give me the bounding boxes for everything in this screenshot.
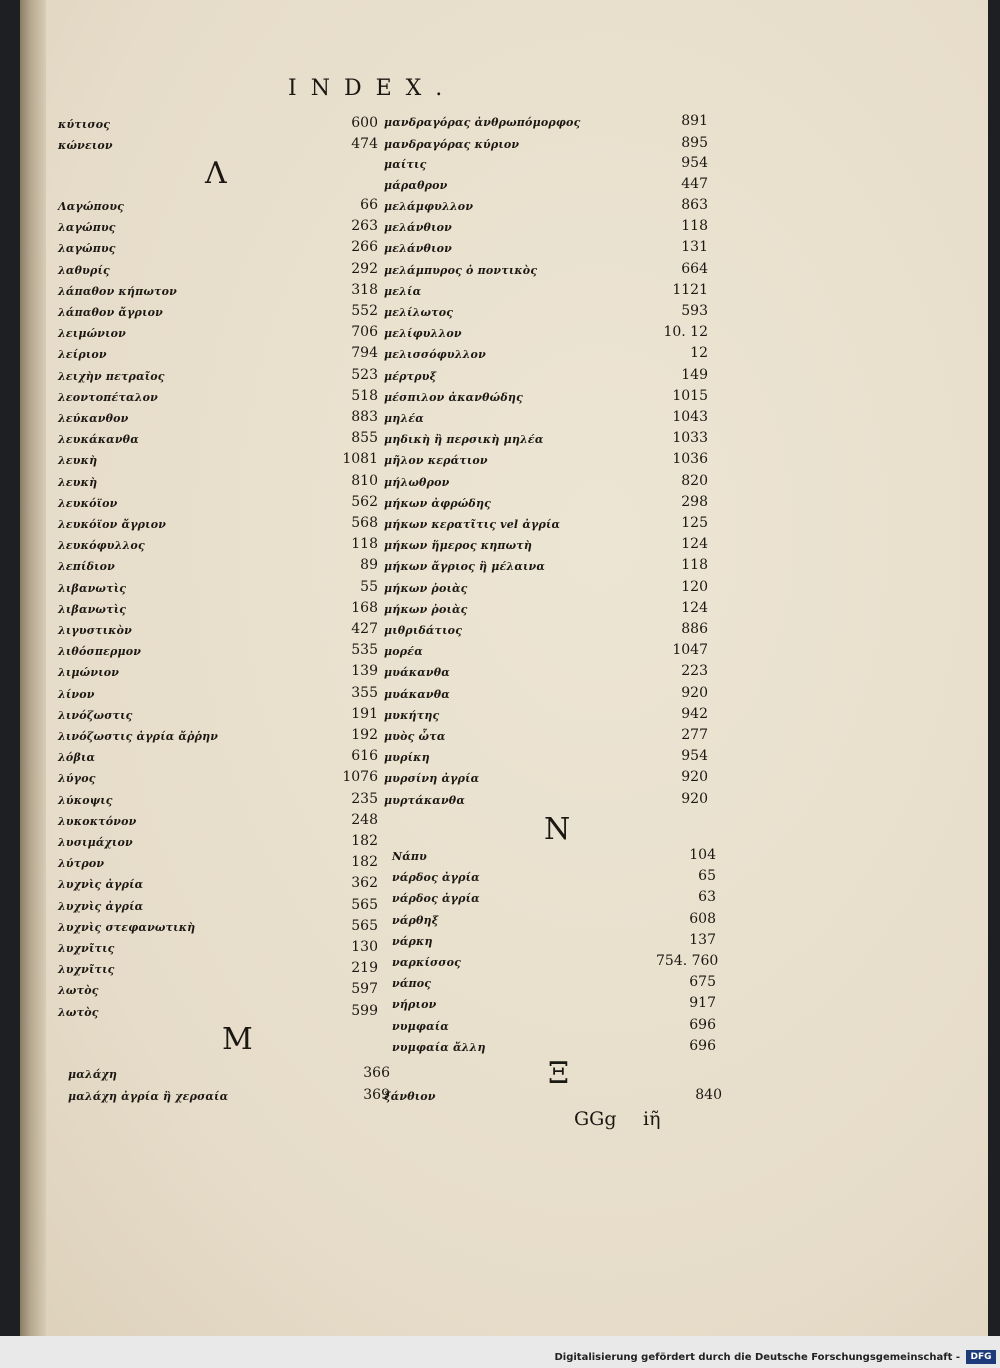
index-page-number: 565 <box>351 896 378 913</box>
index-term: μάραθρον <box>384 179 448 192</box>
index-page-number: 518 <box>351 387 378 404</box>
index-term: μῆλον κεράτιον <box>384 454 488 468</box>
book-spine <box>20 0 46 1336</box>
footer-text: Digitalisierung gefördert durch die Deutsche Forschungsgemeinschaft - <box>554 1352 960 1363</box>
index-page-number: 66 <box>360 197 378 213</box>
folio-mark: iῆ <box>643 1108 661 1130</box>
index-term: λευκὴ <box>58 475 98 489</box>
index-term: λυκοκτόνον <box>58 814 137 828</box>
index-term: ναρκίσσος <box>392 956 462 969</box>
index-page-number: 794 <box>351 345 378 362</box>
index-term: μελάνθιον <box>384 221 452 235</box>
index-term: λευκάκανθα <box>58 433 139 447</box>
index-term: μελάμπυρος ὁ ποντικὸς <box>384 263 538 277</box>
index-page-number: 125 <box>681 515 708 531</box>
index-page-number: 362 <box>351 875 378 892</box>
index-page-number: 535 <box>351 642 378 659</box>
index-page-number: 954 <box>681 155 708 171</box>
index-term: λωτὸς <box>58 1005 99 1019</box>
index-page-number: 920 <box>681 790 708 807</box>
index-term: νυμφαία ἄλλη <box>392 1040 486 1054</box>
index-page-number: 298 <box>681 493 708 510</box>
index-page-number: 12 <box>690 345 708 362</box>
index-term: λινόζωστις <box>58 708 133 722</box>
index-term: λάπαθον κήπωτον <box>58 284 177 298</box>
index-term: λιθόσπερμον <box>58 645 142 659</box>
index-page-number: 366 <box>363 1065 390 1081</box>
index-page-number: 219 <box>351 960 378 977</box>
index-page-number: 920 <box>681 684 708 701</box>
index-term: μυρτάκανθα <box>384 793 466 807</box>
signature-mark: GGg <box>574 1108 617 1130</box>
index-page-number: 600 <box>351 115 378 131</box>
index-term: νάρθηξ <box>392 913 439 927</box>
index-term: λειχὴν πετραῖος <box>58 369 165 383</box>
index-term: λυχνὶς ἀγρία <box>58 899 144 913</box>
index-page-number: 664 <box>681 260 708 277</box>
index-term: λωτὸς <box>58 984 99 998</box>
index-term: λευκὴ <box>58 454 98 468</box>
index-page-number: 1033 <box>672 430 708 447</box>
index-term: μήλωθρον <box>384 475 450 489</box>
index-page-number: 1036 <box>672 451 708 468</box>
index-page-number: 608 <box>689 910 716 927</box>
index-page-number: 235 <box>351 790 378 807</box>
index-term: λαγώπυς <box>58 221 116 235</box>
index-term: λιγυστικὸν <box>58 624 132 637</box>
index-term: λυχνῖτις <box>58 963 115 977</box>
index-term: μήκων κερατῖτις vel ἀγρία <box>384 518 561 531</box>
index-page-number: 696 <box>689 1037 716 1054</box>
index-page-number: 427 <box>351 621 378 637</box>
index-term: μηλέα <box>384 412 424 425</box>
index-term: μήκων ἀφρώδης <box>384 496 492 510</box>
index-term: μελισσόφυλλον <box>384 348 486 362</box>
index-page-number: 565 <box>351 917 378 934</box>
index-page-number: 840 <box>695 1087 722 1103</box>
index-page-number: 263 <box>351 218 378 235</box>
index-page-number: 1043 <box>672 409 708 425</box>
index-page-number: 120 <box>681 578 708 595</box>
index-page-number: 149 <box>681 366 708 383</box>
index-term: νήριον <box>392 998 437 1012</box>
index-page-number: 63 <box>698 889 716 906</box>
index-term: μανδραγόρας ἀνθρωπόμορφος <box>384 116 581 129</box>
index-page-number: 137 <box>689 931 716 948</box>
index-page-number: 1047 <box>672 642 708 659</box>
index-page-number: 139 <box>351 663 378 680</box>
index-term: λεοντοπέταλον <box>58 390 158 404</box>
index-page-number: 810 <box>351 472 378 489</box>
index-page-number: 182 <box>351 854 378 871</box>
index-term: μυάκανθα <box>384 687 450 701</box>
index-term: λευκόφυλλος <box>58 539 145 553</box>
index-page-number: 616 <box>351 748 378 765</box>
index-term: λυσιμάχιον <box>58 836 133 849</box>
index-page-number: 118 <box>681 218 708 235</box>
index-term: μηδικὴ ἢ περσικὴ μηλέα <box>384 433 544 447</box>
index-page-number: 65 <box>698 868 716 885</box>
index-page-number: 266 <box>351 239 378 256</box>
index-term: μελάμφυλλον <box>384 200 474 213</box>
section-letter-lambda: Λ <box>205 156 227 191</box>
index-page-number: 118 <box>681 557 708 574</box>
index-term: μήκων ἥμερος κηπωτὴ <box>384 539 533 553</box>
index-page-number: 562 <box>351 493 378 510</box>
index-term: κώνειον <box>58 139 113 152</box>
page-title: INDEX. <box>288 76 457 101</box>
index-term: μήκων ῥοιὰς <box>384 581 468 595</box>
index-term: μιθριδάτιος <box>384 624 463 637</box>
index-page-number: 355 <box>351 684 378 701</box>
index-page-number: 1081 <box>342 451 378 468</box>
index-page-number: 855 <box>351 430 378 447</box>
index-term: λύκοψις <box>58 793 113 807</box>
index-page-number: 130 <box>351 939 378 955</box>
index-term: μυάκανθα <box>384 666 450 680</box>
index-term: μυὸς ὦτα <box>384 730 446 743</box>
index-term: ξάνθιον <box>384 1090 436 1103</box>
index-page-number: 863 <box>681 197 708 213</box>
index-term: λεπίδιον <box>58 560 116 574</box>
index-term: λιβανωτὶς <box>58 581 127 595</box>
index-term: λύτρον <box>58 857 105 871</box>
index-page-number: 568 <box>351 515 378 531</box>
index-term: λειμώνιον <box>58 327 126 341</box>
index-term: μαίτις <box>384 158 427 171</box>
index-term: λυχνῖτις <box>58 942 115 955</box>
section-letter-xi: Ξ <box>548 1056 570 1091</box>
index-page-number: 182 <box>351 833 378 849</box>
index-page-number: 89 <box>360 557 378 574</box>
index-term: μελίλωτος <box>384 306 454 319</box>
index-page-number: 318 <box>351 281 378 298</box>
index-term: νάπος <box>392 977 432 991</box>
index-page-number: 895 <box>681 135 708 151</box>
index-term: λεύκανθον <box>58 412 129 425</box>
section-letter-nu: N <box>544 812 571 847</box>
index-term: νάρκη <box>392 934 433 948</box>
index-term: μανδραγόρας κύριον <box>384 138 520 151</box>
index-term: μελία <box>384 284 422 298</box>
index-page-number: 1121 <box>672 281 708 298</box>
index-term: λευκόϊον ἄγριον <box>58 518 167 531</box>
index-page-number: 942 <box>681 705 708 722</box>
index-page-number: 191 <box>351 705 378 722</box>
index-term: λαγώπυς <box>58 242 116 256</box>
book-page <box>20 0 988 1336</box>
index-page-number: 820 <box>681 472 708 489</box>
index-page-number: 124 <box>681 536 708 553</box>
index-page-number: 369 <box>363 1086 390 1103</box>
index-term: μελάνθιον <box>384 242 452 256</box>
section-letter-mu: M <box>222 1022 253 1057</box>
index-page-number: 10. 12 <box>663 324 708 341</box>
index-term: μορέα <box>384 645 423 659</box>
index-term: λύγος <box>58 772 96 786</box>
index-page-number: 917 <box>689 995 716 1012</box>
index-term: μέρτρυξ <box>384 369 437 383</box>
index-page-number: 523 <box>351 366 378 383</box>
index-page-number: 131 <box>681 239 708 256</box>
index-page-number: 474 <box>351 136 378 152</box>
index-term: Λαγώπους <box>58 200 125 213</box>
index-page-number: 954 <box>681 748 708 765</box>
dfg-logo: DFG <box>966 1350 996 1364</box>
index-term: μελίφυλλον <box>384 327 462 341</box>
index-page-number: 593 <box>681 303 708 319</box>
index-term: λίνον <box>58 687 95 701</box>
index-term: λάπαθον ἄγριον <box>58 306 163 319</box>
index-term: μυκήτης <box>384 708 440 722</box>
index-term: λιμώνιον <box>58 666 120 680</box>
index-page-number: 552 <box>351 303 378 319</box>
index-page-number: 124 <box>681 599 708 616</box>
index-term: μαλάχη <box>68 1068 118 1081</box>
index-term: μήκων ῥοιὰς <box>384 602 468 616</box>
index-page-number: 277 <box>681 727 708 743</box>
index-page-number: 891 <box>681 113 708 129</box>
index-term: λείριον <box>58 348 107 362</box>
index-page-number: 883 <box>351 409 378 425</box>
index-page-number: 168 <box>351 599 378 616</box>
index-term: Νάπυ <box>392 850 428 863</box>
index-page-number: 599 <box>351 1002 378 1019</box>
index-page-number: 675 <box>689 974 716 991</box>
index-page-number: 597 <box>351 981 378 998</box>
index-term: λευκόϊον <box>58 496 118 510</box>
index-page-number: 55 <box>360 578 378 595</box>
index-term: νυμφαία <box>392 1019 449 1033</box>
index-term: νάρδος ἀγρία <box>392 871 480 885</box>
index-term: μυρσίνη ἀγρία <box>384 772 480 786</box>
index-page-number: 1076 <box>342 769 378 786</box>
index-term: μήκων ἄγριος ἢ μέλαινα <box>384 560 546 574</box>
index-term: μαλάχη ἀγρία ἢ χερσαία <box>68 1089 229 1103</box>
index-term: νάρδος ἀγρία <box>392 892 480 906</box>
index-term: λινόζωστις ἀγρία ἄῤῥην <box>58 730 219 743</box>
index-page-number: 706 <box>351 324 378 341</box>
index-term: μυρίκη <box>384 751 430 765</box>
index-page-number: 1015 <box>672 387 708 404</box>
index-page-number: 754. 760 <box>656 953 719 969</box>
index-term: λιβανωτὶς <box>58 602 127 616</box>
index-term: λυχνὶς στεφανωτικὴ <box>58 920 196 934</box>
index-term: λόβια <box>58 751 96 765</box>
index-term: λυχνὶς ἀγρία <box>58 878 144 892</box>
index-page-number: 248 <box>351 811 378 828</box>
index-term: λαθυρίς <box>58 263 110 277</box>
index-page-number: 192 <box>351 727 378 743</box>
index-page-number: 223 <box>681 663 708 680</box>
index-page-number: 118 <box>351 536 378 553</box>
index-page-number: 292 <box>351 260 378 277</box>
index-page-number: 886 <box>681 621 708 637</box>
index-page-number: 447 <box>681 176 708 192</box>
index-page-number: 696 <box>689 1016 716 1033</box>
index-page-number: 104 <box>689 847 716 863</box>
index-page-number: 920 <box>681 769 708 786</box>
index-term: κύτισος <box>58 118 111 131</box>
index-term: μέσπιλον ἀκανθώδης <box>384 390 523 404</box>
